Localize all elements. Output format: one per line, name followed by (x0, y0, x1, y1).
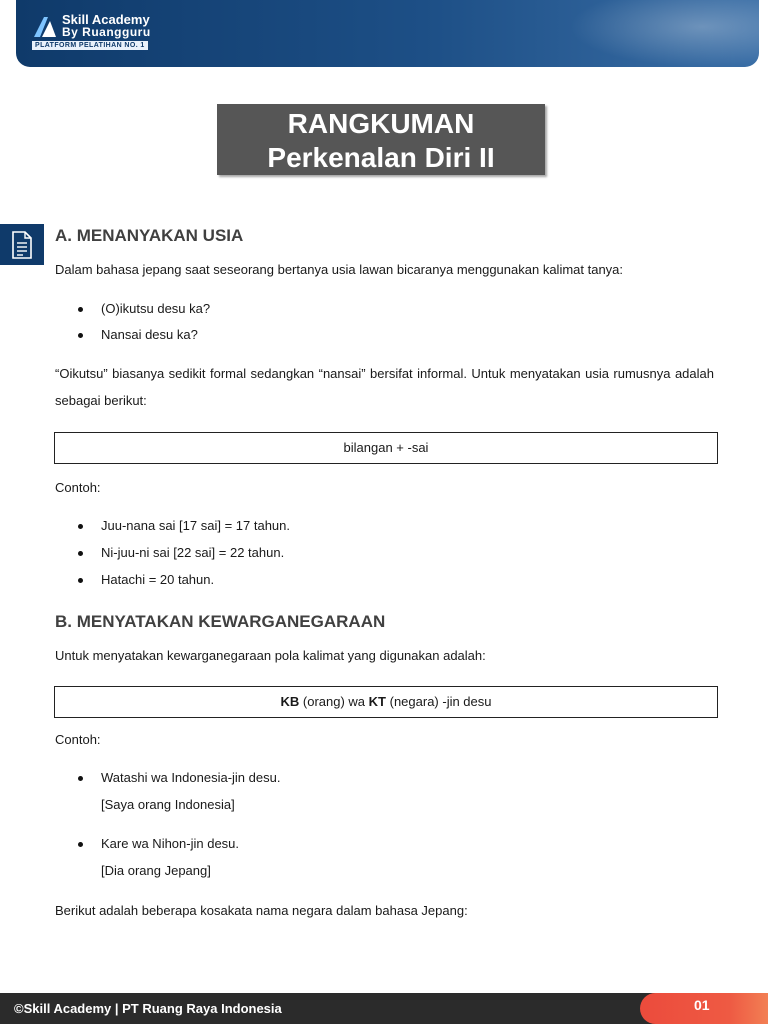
section-b-heading: B. MENYATAKAN KEWARGANEGARAAN (55, 612, 386, 631)
list-item: Kare wa Nihon-jin desu. (79, 836, 239, 851)
section-a-examples-label: Contoh: (55, 480, 101, 495)
brand-name: Skill Academy (62, 12, 150, 27)
section-a-intro: Dalam bahasa jepang saat seseorang bertanya usia lawan bicaranya menggunakan kalimat tanya: (55, 262, 624, 277)
title-line-2: Perkenalan Diri II (267, 142, 495, 173)
header-decoration (569, 0, 759, 67)
formula-middle: (orang) wa (299, 694, 369, 709)
list-item: (O)ikutsu desu ka? (79, 301, 210, 316)
section-a-explanation: “Oikutsu” biasanya sedikit formal sedangkan “nansai” bersifat informal. Untuk menyatakan usia rumusnya adalah sebagai berikut: (55, 366, 714, 408)
formula-end: (negara) -jin desu (386, 694, 492, 709)
page-number: 01 (694, 997, 710, 1013)
list-item: Hatachi = 20 tahun. (79, 572, 214, 587)
nationality-formula-box (54, 686, 718, 718)
list-item: Ni-juu-ni sai [22 sai] = 22 tahun. (79, 545, 284, 560)
list-item: Nansai desu ka? (79, 327, 198, 342)
document-icon (0, 224, 44, 265)
header-banner (16, 0, 759, 67)
title-box (217, 104, 545, 175)
age-formula-box: bilangan + -sai (54, 432, 718, 464)
list-item: Watashi wa Indonesia-jin desu. (79, 770, 280, 785)
footer-copyright: ©Skill Academy | PT Ruang Raya Indonesia (14, 1001, 282, 1016)
section-b-outro: Berikut adalah beberapa kosakata nama negara dalam bahasa Jepang: (55, 903, 468, 918)
section-a-heading: A. MENANYAKAN USIA (55, 226, 244, 245)
formula-kb: KB (280, 694, 300, 709)
title-line-1: RANGKUMAN (287, 108, 475, 139)
translation-text: [Dia orang Jepang] (101, 863, 211, 878)
logo-mark-icon (32, 15, 58, 39)
section-b-intro: Untuk menyatakan kewarganegaraan pola kalimat yang digunakan adalah: (55, 648, 486, 663)
formula-kt: KT (368, 694, 386, 709)
section-b-examples-label: Contoh: (55, 732, 101, 747)
brand-subname: By Ruangguru (62, 25, 151, 39)
skill-academy-logo (32, 14, 151, 39)
brand-tagline: PLATFORM PELATIHAN NO. 1 (32, 41, 148, 50)
translation-text: [Saya orang Indonesia] (101, 797, 235, 812)
list-item: Juu-nana sai [17 sai] = 17 tahun. (79, 518, 290, 533)
